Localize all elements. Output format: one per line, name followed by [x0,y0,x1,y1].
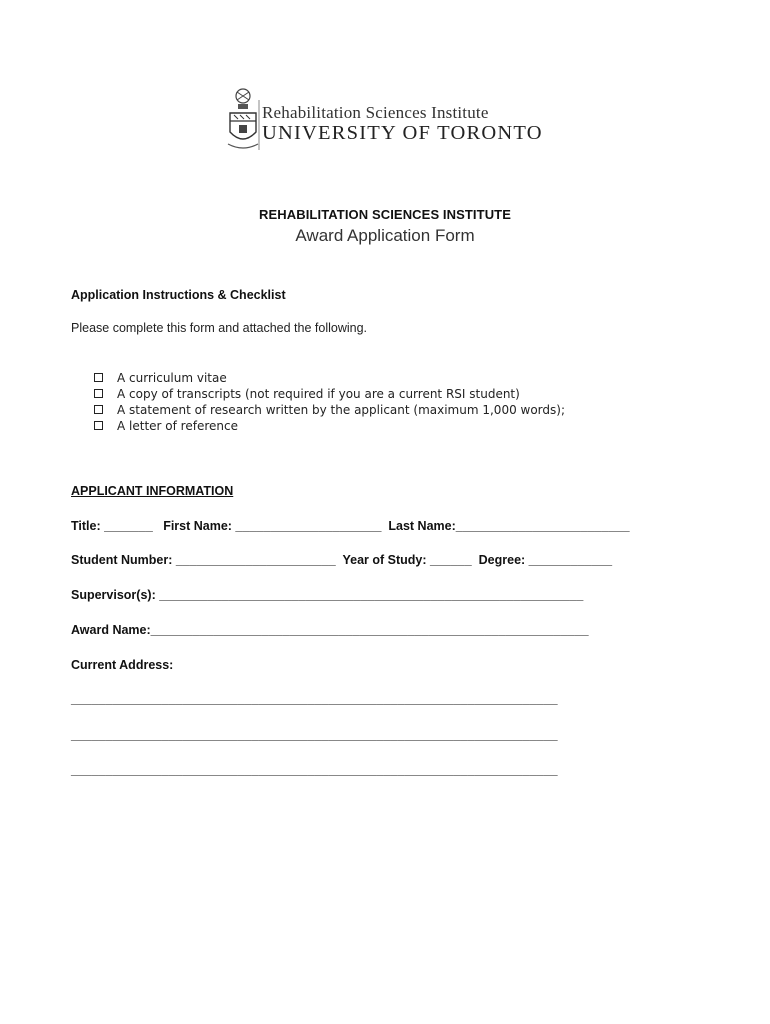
logo-university-name: UNIVERSITY OF TORONTO [262,122,543,144]
instructions-title: Application Instructions & Checklist [71,288,286,302]
award-name-field[interactable]: Award Name:_______________________________________________________________ [71,623,589,637]
form-title: Award Application Form [295,226,475,245]
checkbox-icon[interactable] [94,373,103,382]
current-address-label: Current Address: [71,658,174,672]
address-line-3[interactable]: ______________________________________________________________________ [71,763,558,777]
checkbox-icon[interactable] [94,389,103,398]
supervisor-field[interactable]: Supervisor(s): _____________________________________________________________ [71,588,584,602]
checklist-item: A statement of research written by the applicant (maximum 1,000 words); [94,403,565,417]
instructions-intro: Please complete this form and attached the following. [71,321,368,335]
checklist-item: A copy of transcripts (not required if you are a current RSI student) [94,387,520,401]
checkbox-icon[interactable] [94,405,103,414]
address-line-2[interactable]: ______________________________________________________________________ [71,728,558,742]
logo-institute-name: Rehabilitation Sciences Institute [262,103,489,122]
applicant-information-heading: APPLICANT INFORMATION [71,484,234,498]
checklist-item: A letter of reference [94,419,238,433]
student-fields-row[interactable]: Student Number: _______________________ Year of Study: ______ Degree: ____________ [71,553,613,567]
checklist-item: A curriculum vitae [94,371,227,385]
address-line-1[interactable]: ______________________________________________________________________ [71,692,558,706]
name-fields-row[interactable]: Title: _______ First Name: _____________________ Last Name:_________________________ [71,519,630,533]
checkbox-icon[interactable] [94,421,103,430]
institute-heading: REHABILITATION SCIENCES INSTITUTE [259,207,511,222]
